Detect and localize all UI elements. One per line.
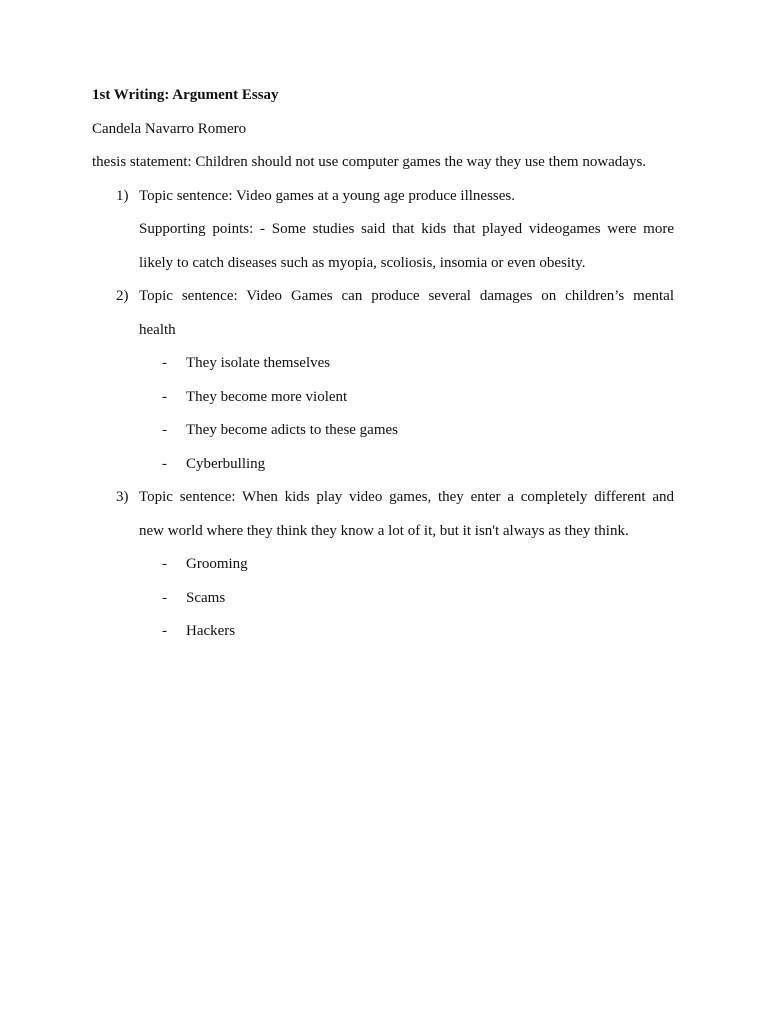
bullet-dash: - [162, 589, 167, 606]
list-number: 1) [116, 187, 129, 204]
topic-sentence: Topic sentence: Video games at a young age produce illnesses. [139, 187, 515, 204]
bullet-item [92, 615, 674, 649]
bullet-item [92, 448, 674, 482]
supporting-points-line-1: Supporting points: - Some studies said that kids that played videogames were more [139, 221, 674, 237]
bullet-text: Cyberbulling [186, 455, 266, 472]
list-item-2 [92, 280, 674, 347]
supporting-points-line-2: likely to catch diseases such as myopia, scoliosis, insomia or even obesity. [139, 254, 586, 271]
bullet-text: They isolate themselves [186, 355, 331, 371]
bullet-dash: - [162, 623, 167, 639]
bullet-text: They become adicts to these games [186, 422, 399, 438]
bullet-dash: - [162, 388, 167, 405]
list-item-3 [92, 481, 674, 548]
topic-sentence-line-2: health [139, 321, 176, 338]
document-title: 1st Writing: Argument Essay [92, 87, 279, 103]
bullet-dash: - [162, 355, 167, 371]
thesis-statement: thesis statement: Children should not use computer games the way they use them nowadays. [92, 154, 647, 170]
bullet-text: Hackers [186, 623, 236, 639]
document-page [92, 79, 674, 649]
topic-sentence-line-1: Topic sentence: Video Games can produce several damages on children’s mental [139, 288, 674, 304]
bullet-dash: - [162, 422, 167, 438]
bullet-text: They become more violent [186, 388, 348, 405]
bullet-item [92, 414, 674, 448]
bullet-dash: - [162, 455, 167, 472]
bullet-item [92, 347, 674, 381]
bullet-text: Scams [186, 589, 226, 606]
list-number: 2) [116, 288, 129, 304]
author-name: Candela Navarro Romero [92, 120, 247, 137]
topic-sentence-line-1: Topic sentence: When kids play video games, they enter a completely different and [139, 489, 674, 505]
bullet-dash: - [162, 556, 167, 572]
bullet-text: Grooming [186, 556, 248, 572]
list-item-1 [92, 180, 674, 281]
topic-sentence-line-2: new world where they think they know a lot of it, but it isn't always as they think. [139, 522, 629, 539]
bullet-item [92, 381, 674, 415]
bullet-item [92, 582, 674, 616]
list-number: 3) [116, 489, 129, 505]
bullet-item [92, 548, 674, 582]
